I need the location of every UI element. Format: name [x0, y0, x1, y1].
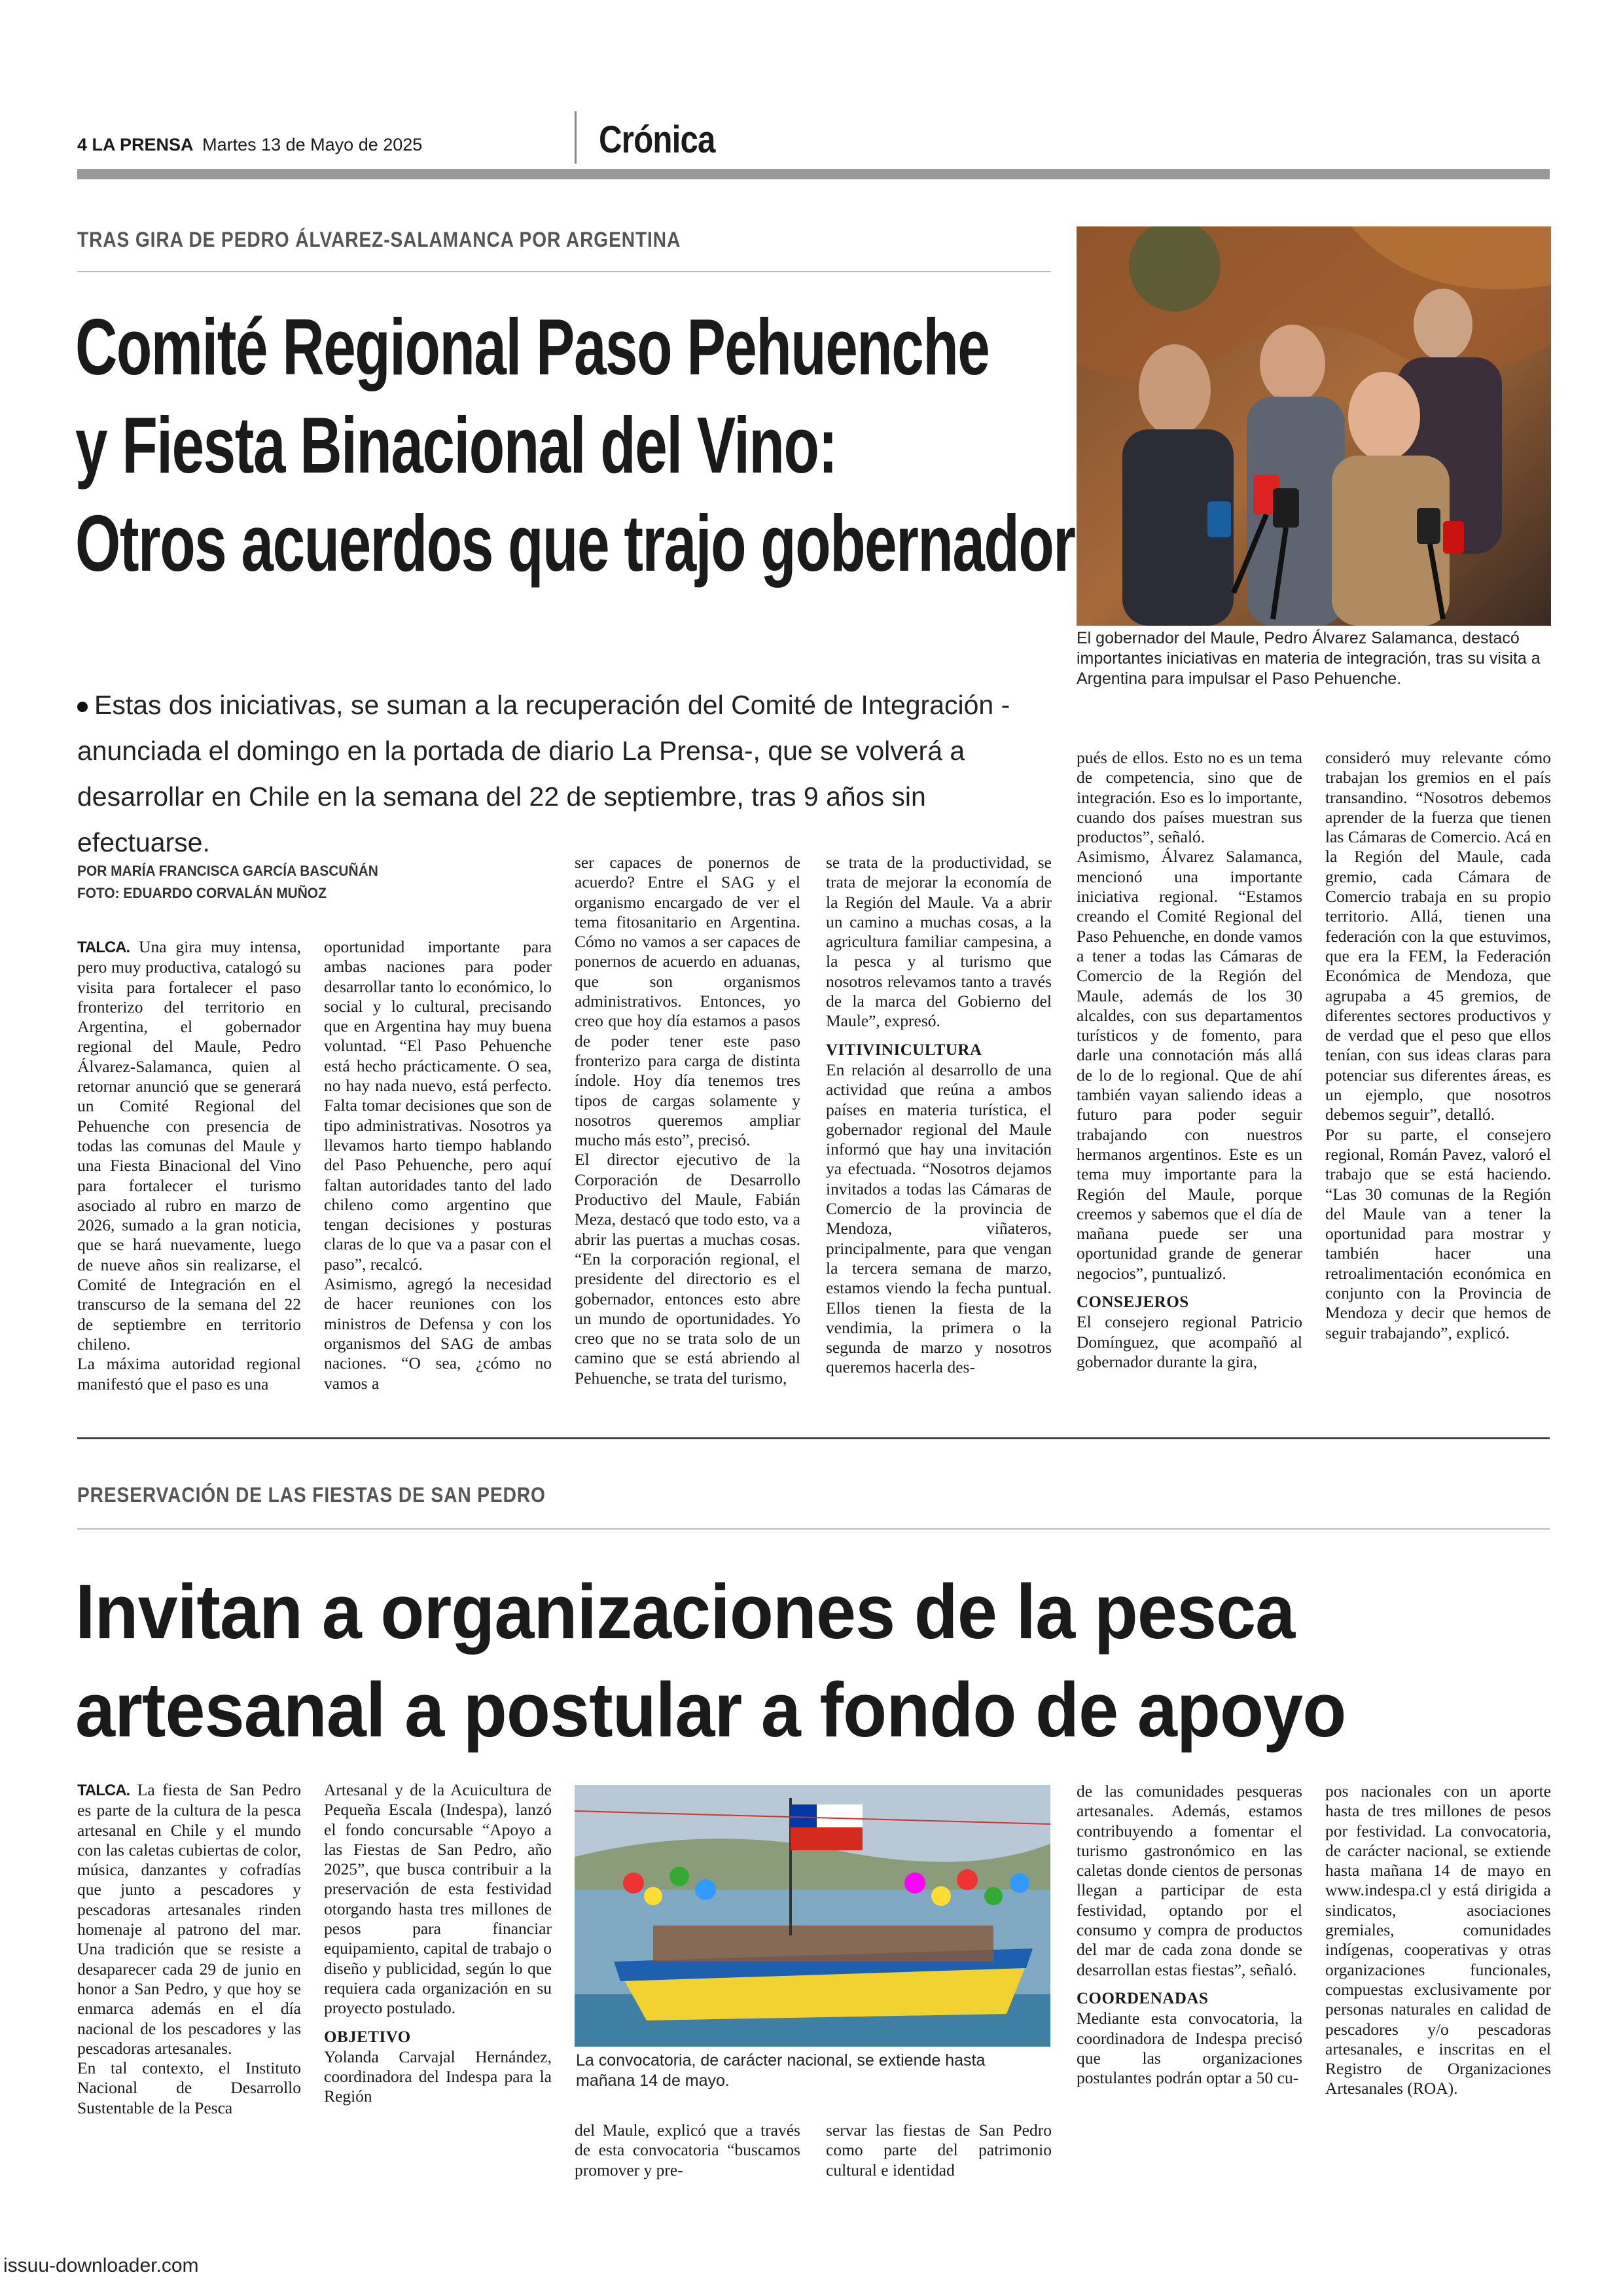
kicker-rule [77, 1528, 1550, 1530]
article-divider [77, 1437, 1550, 1439]
body-text: Mediante esta convocatoria, la coordinadora de Indespa precisó que las organizaciones postulantes podrán optar a 50 cu- [1077, 2009, 1302, 2088]
article1-bullet [77, 682, 1059, 865]
article1-column-5 [1077, 748, 1302, 1372]
body-text: Yolanda Carvajal Hernández, coordinadora del Indespa para la Región [324, 2047, 552, 2106]
article2-column-3 [575, 2121, 800, 2180]
body-text: pos nacionales con un aporte hasta de tres millones de pesos por festividad. La convocatoria, de carácter nacional, se extiende hasta mañana 14 de mayo en www.indespa.cl y está dirigida a sindicatos, asociaciones gremiales, comunidades indígenas, cooperativas y otras organizaciones funcionales, compuestas exclusivamente por personas naturales en calidad de pescadores y/o pescadoras artesanales, e inscritas en el Registro de Organizaciones Artesanales (ROA). [1325, 1782, 1551, 2098]
article2-photo-caption: La convocatoria, de carácter nacional, se extiende hasta mañana 14 de mayo. [576, 2051, 986, 2090]
article2-photo [575, 1785, 1050, 2047]
body-text: oportunidad importante para ambas naciones para poder desarrollar tanto lo económico, lo social y lo cultural, precisando que en Argentina hay muy buena voluntad. “El Paso Pehuenche está hecho prácticamente. O sea, no hay nada nuevo, está perfecto. Falta tomar decisiones que son de tipo administrativas. Nosotros ya llevamos harto tiempo hablando del Paso Pehuenche, pero aquí faltan autoridades tanto del lado chileno como argentino que tengan decisiones y posturas claras de lo que va a pasar con el paso”, recalcó. [324, 937, 552, 1274]
subheading: CONSEJEROS [1077, 1293, 1189, 1312]
bullet-text: Estas dos iniciativas, se suman a la recuperación del Comité de Integración -anunciada el domingo en la portada de diario La Prensa-, que se volverá a desarrollar en Chile en la semana del 22 de septiembre, tras 9 años sin efectuarse. [77, 690, 1010, 857]
article1-column-4 [826, 853, 1052, 1378]
subheading: VITIVINICULTURA [826, 1041, 982, 1059]
dateline: TALCA. [77, 1782, 130, 1799]
headline-line: Comité Regional Paso Pehuenche [75, 302, 990, 391]
bullet-dot-icon [77, 702, 88, 712]
page-header-left [77, 135, 422, 155]
article2-column-6 [1325, 1782, 1551, 2099]
article1-headline [75, 298, 1075, 592]
paper-name: LA PRENSA [92, 135, 194, 154]
article2-kicker: PRESERVACIÓN DE LAS FIESTAS DE SAN PEDRO [77, 1483, 546, 1507]
byline-photo: FOTO: EDUARDO CORVALÁN MUÑOZ [77, 885, 327, 901]
article2-column-4 [826, 2121, 1052, 2180]
article1-column-3 [575, 853, 800, 1388]
body-text: ser capaces de ponernos de acuerdo? Entre el SAG y el organismo encargado de ver el tema fitosanitario en Argentina. Cómo no vamos a ser capaces de ponernos de acuerdo en aduanas, que son organismos administrativos. Entonces, yo creo que hoy día estamos a pasos de poder tener este paso fronterizo para carga de distinta índole. Hoy día tenemos tres tipos de cargas solamente y nosotros queremos ampliar mucho más esto”, precisó. [575, 853, 800, 1150]
article1-column-2 [324, 937, 552, 1393]
dateline: TALCA. [77, 939, 130, 956]
headline-line: Otros acuerdos que trajo gobernador [75, 499, 1075, 588]
kicker-rule [77, 271, 1051, 272]
body-text: Por su parte, el consejero regional, Román Pavez, valoró el trabajo que se está haciendo. “Las 30 comunas de la Región del Maule van a tener la oportunidad para mostrar y también hacer una retroalimentación económica en conjunto con la Provincia de Mendoza y decir que hemos de seguir trabajando”, explicó. [1325, 1124, 1551, 1342]
body-text: Una gira muy intensa, pero muy productiva, catalogó su visita para fortalecer el paso fronterizo del territorio en Argentina, el gobernador regional del Maule, Pedro Álvarez-Salamanca, quien al retornar anunció que se generará un Comité Regional del Pehuenche con presencia de todas las comunas del Maule y una Fiesta Binacional del Vino para fortalecer el turismo asociado al rubro en marzo de 2026, sumado a la gran noticia, que se hará nuevamente, luego de nueve años sin realizarse, el Comité de Integración en el transcurso de la semana del 22 de septiembre en territorio chileno. [77, 937, 301, 1354]
headline-line: Invitan a organizaciones de la pesca [75, 1569, 1295, 1655]
body-text: Asimismo, agregó la necesidad de hacer reuniones con los ministros de Defensa y con los organismos del SAG de ambas naciones. “O sea, ¿cómo no vamos a [324, 1274, 552, 1393]
body-text: El consejero regional Patricio Domínguez, que acompañó al gobernador durante la gira, [1077, 1312, 1302, 1371]
body-text: se trata de la productividad, se trata de mejorar la economía de la Región del Maule. Va a abrir un camino a muchas cosas, a la agricultura familiar campesina, a la pesca y al turismo que nosotros relevamos tanto a través de la marca del Gobierno del Maule”, expresó. [826, 853, 1052, 1031]
page-number: 4 [77, 135, 88, 154]
watermark-link[interactable]: issuu-downloader.com [3, 2255, 199, 2276]
article1-photo [1077, 226, 1551, 626]
body-text: Asimismo, Álvarez Salamanca, mencionó una importante iniciativa regional. “Estamos creando el Comité Regional del Paso Pehuenche, en donde vamos a tener a todas las Cámaras de Comercio de la Región del Maule, además de los 30 alcaldes, con sus departamentos turísticos y de fomento, para darle una connotación más allá de lo de lo regional. Que de ahí también vayan saliendo ideas a futuro para poder seguir trabajando con nuestros hermanos argentinos. Este es un tema muy importante para la Región del Maule, porque creemos y sabemos que el día de mañana puede ser una oportunidad grande de generar negocios”, puntualizó. [1077, 847, 1302, 1283]
headline-line: artesanal a postular a fondo de apoyo [75, 1667, 1346, 1753]
body-text: En tal contexto, el Instituto Nacional de Desarrollo Sustentable de la Pesca [77, 2058, 301, 2117]
article1-photo-caption: El gobernador del Maule, Pedro Álvarez Salamanca, destacó importantes iniciativas en materia de integración, tras su visita a Argentina para impulsar el Paso Pehuenche. [1077, 629, 1541, 688]
subheading: OBJETIVO [324, 2028, 411, 2046]
body-text: del Maule, explicó que a través de esta convocatoria “buscamos promover y pre- [575, 2121, 800, 2179]
article2-headline [75, 1563, 1475, 1759]
article2-column-2 [324, 1780, 552, 2107]
body-text: En relación al desarrollo de una actividad que reúna a ambos países en materia turística, el gobernador regional del Maule informó que hay una invitación ya efectuada. “Nosotros dejamos invitados a todas las Cámaras de Comercio de la provincia de Mendoza, viñateros, principalmente, para que vengan la tercera semana de marzo, estamos viendo la fecha puntual. Ellos tienen la fiesta de la vendimia, la primera o la segunda de marzo y nosotros queremos hacerla des- [826, 1060, 1052, 1377]
headline-line: y Fiesta Binacional del Vino: [75, 401, 837, 490]
body-text: Artesanal y de la Acuicultura de Pequeña Escala (Indespa), lanzó el fondo concursable “Apoyo a las Fiestas de San Pedro, año 2025”, que busca contribuir a la preservación de esta festividad otorgando hasta tres millones de pesos para financiar equipamiento, capital de trabajo o diseño y publicidad, según lo que requiera cada organización en su proyecto postulado. [324, 1780, 552, 2018]
subheading: COORDENADAS [1077, 1989, 1209, 2007]
body-text: El director ejecutivo de la Corporación de Desarrollo Productivo del Maule, Fabián Meza, destacó que todo esto, va a abrir las puertas a muchas cosas. “En la corporación regional, el presidente del directorio es el gobernador, entonces esto abre un mundo de oportunidades. Yo creo que no se trata solo de un camino que se está abriendo al Pehuenche, se trata del turismo, [575, 1150, 800, 1388]
byline-author: POR MARÍA FRANCISCA GARCÍA BASCUÑÁN [77, 863, 378, 879]
issue-date: Martes 13 de Mayo de 2025 [202, 135, 423, 154]
body-text: consideró muy relevante cómo trabajan los gremios en el país transandino. “Nosotros debemos aprender de la fuerza que tienen las Cámaras de Comercio. Acá en la Región del Maule, cada gremio, cada Cámara de Comercio trabaja en su propio territorio. Allá, tienen una federación con la que estuvimos, que era la FEM, la Federación Económica de Mendoza, que agrupaba a 45 gremios, de diferentes sectores productivos y de verdad que el peso que ellos tenían, con sus ideas claras para potenciar sus diferentes áreas, es un ejemplo, que nosotros debemos seguir”, detalló. [1325, 748, 1551, 1124]
body-text: pués de ellos. Esto no es un tema de competencia, sino que de integración. Eso es lo importante, cuando dos países muestran sus productos”, señaló. [1077, 748, 1302, 847]
article1-column-6 [1325, 748, 1551, 1343]
article1-column-1 [77, 937, 301, 1394]
header-separator [575, 111, 577, 164]
body-text: de las comunidades pesqueras artesanales. Además, estamos contribuyendo a fomentar el turismo gastronómico en las caletas donde cientos de personas llegan a participar de esta festividad, optando por el consumo y compra de productos del mar de cada zona donde se desarrollan estas fiestas”, señaló. [1077, 1782, 1302, 1979]
article1-kicker: TRAS GIRA DE PEDRO ÁLVAREZ-SALAMANCA POR ARGENTINA [77, 228, 681, 251]
body-text: servar las fiestas de San Pedro como parte del patrimonio cultural e identidad [826, 2121, 1052, 2179]
body-text: La máxima autoridad regional manifestó que el paso es una [77, 1354, 301, 1393]
article2-column-5 [1077, 1782, 1302, 2088]
header-bar [77, 169, 1550, 179]
section-title: Crónica [599, 118, 715, 161]
article2-column-1 [77, 1780, 301, 2118]
body-text: La fiesta de San Pedro es parte de la cultura de la pesca artesanal en Chile y el mundo con las caletas cubiertas de color, música, danzantes y cofradías que junto a pescadores y pescadoras artesanales rinden homenaje al patrono del mar. Una tradición que se resiste a desaparecer cada 29 de junio en honor a San Pedro, y que hoy se enmarca además en el día nacional de los pescadores y las pescadoras artesanales. [77, 1780, 301, 2058]
